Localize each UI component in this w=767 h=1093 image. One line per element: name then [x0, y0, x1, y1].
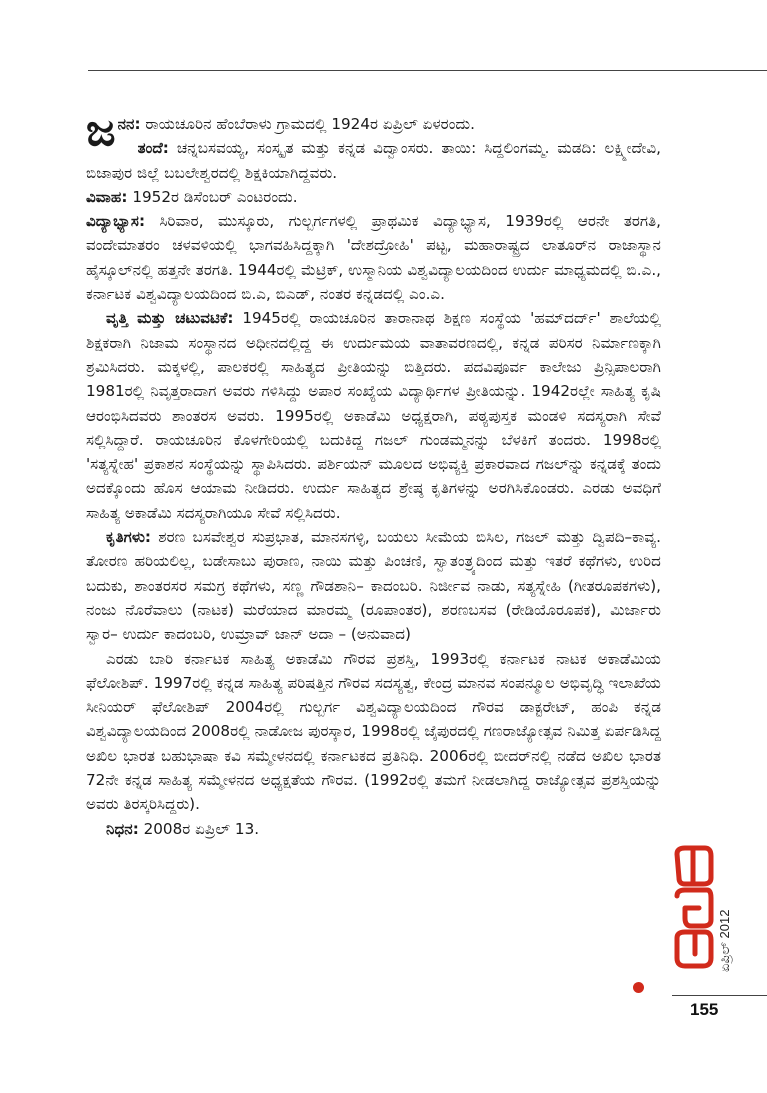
paragraph-label: ವಿದ್ಯಾಭ್ಯಾಸ: [86, 212, 146, 231]
paragraph-death [86, 817, 661, 841]
paragraph-text: ಎರಡು ಬಾರಿ ಕರ್ನಾಟಕ ಸಾಹಿತ್ಯ ಅಕಾಡೆಮಿ ಗೌರವ ಪ್ರಶಸ್ತಿ, 1993ರಲ್ಲಿ ಕರ್ನಾಟಕ ನಾಟಕ ಅಕಾಡೆಮಿಯ ಫೆಲೋಶಿಪ್. 1997ರಲ್ಲಿ ಕನ್ನಡ ಸಾಹಿತ್ಯ ಪರಿಷತ್ತಿನ ಗೌರವ ಸದಸ್ಯತ್ವ, ಕೇಂದ್ರ ಮಾನವ ಸಂಪನ್ಮೂಲ ಅಭಿವೃದ್ಧಿ ಇಲಾಖೆಯ ಸೀನಿಯರ್ ಫೆಲೋಶಿಪ್ 2004ರಲ್ಲಿ ಗುಲ್ಬರ್ಗ ವಿಶ್ವವಿದ್ಯಾಲಯದಿಂದ ಗೌರವ ಡಾಕ್ಟರೇಟ್, ಹಂಪಿ ಕನ್ನಡ ವಿಶ್ವವಿದ್ಯಾಲಯದಿಂದ 2008ರಲ್ಲಿ ನಾಡೋಜ ಪುರಸ್ಕಾರ, 1998ರಲ್ಲಿ ಜೈಪುರದಲ್ಲಿ ಗಣರಾಜ್ಯೋತ್ಸವ ನಿಮಿತ್ತ ಏರ್ಪಡಿಸಿದ್ದ ಅಖಿಲ ಭಾರತ ಬಹುಭಾಷಾ ಕವಿ ಸಮ್ಮೇಳನದಲ್ಲಿ ಕರ್ನಾಟಕದ ಪ್ರತಿನಿಧಿ. 2006ರಲ್ಲಿ ಬೀದರ್‌ನಲ್ಲಿ ನಡೆದ ಅಖಿಲ ಭಾರತ 72ನೇ ಕನ್ನಡ ಸಾಹಿತ್ಯ ಸಮ್ಮೇಳನದ ಅಧ್ಯಕ್ಷತೆಯ ಗೌರವ. (1992ರಲ್ಲಿ ತಮಗೆ ನೀಡಲಾಗಿದ್ದ ರಾಜ್ಯೋತ್ಸವ ಪ್ರಶಸ್ತಿಯನ್ನು ಅವರು ತಿರಸ್ಕರಿಸಿದ್ದರು). [86, 649, 661, 814]
paragraph-awards [86, 647, 661, 817]
brand-logo [671, 844, 715, 970]
paragraph-text: ಚನ್ನಬಸವಯ್ಯ, ಸಂಸ್ಕೃತ ಮತ್ತು ಕನ್ನಡ ವಿದ್ವಾಂಸರು. ತಾಯಿ: ಸಿದ್ದಲಿಂಗಮ್ಮ. ಮಡದಿ: ಲಕ್ಷ್ಮೀದೇವಿ, ಬಿಜಾಪುರ ಜಿಲ್ಲೆ ಬಬಲೇಶ್ವರದಲ್ಲಿ ಶಿಕ್ಷಕಿಯಾಗಿದ್ದವರು. [86, 139, 661, 182]
magazine-sidebar [671, 796, 743, 976]
issue-date: ಏಪ್ರಿಲ್ 2012 [717, 909, 732, 972]
paragraph-label: ತಂದೆ: [137, 139, 169, 158]
paragraph-label: ನಿಧನ: [106, 819, 139, 838]
paragraph-text: 2008ರ ಏಪ್ರಿಲ್ 13. [138, 819, 260, 838]
top-rule [88, 70, 767, 71]
paragraph-text: 1952ರ ಡಿಸೆಂಬರ್ ಎಂಟರಂದು. [127, 187, 298, 206]
page-number: 155 [690, 1000, 719, 1019]
paragraph-label: ವೃತ್ತಿ ಮತ್ತು ಚಟುವಟಿಕೆ: [106, 309, 234, 328]
paragraph-works [86, 525, 661, 646]
paragraph-label: ನನ: [117, 115, 141, 133]
paragraph-label: ವಿವಾಹ: [86, 187, 128, 206]
article-body [86, 105, 661, 841]
brand-logo-graphic [671, 844, 715, 970]
paragraph-text: ಸಿರಿವಾರ, ಮುಸ್ಕೂರು, ಗುಲ್ಬರ್ಗಗಳಲ್ಲಿ ಪ್ರಾಥಮಿಕ ವಿದ್ಯಾಭ್ಯಾಸ, 1939ರಲ್ಲಿ ಆರನೇ ತರಗತಿ, ವಂದೇಮಾತರಂ ಚಳವಳಿಯಲ್ಲಿ ಭಾಗವಹಿಸಿದ್ದಕ್ಕಾಗಿ 'ದೇಶದ್ರೋಹಿ' ಪಟ್ಟ, ಮಹಾರಾಷ್ಟ್ರದ ಲಾತೂರ್‌ನ ರಾಜಾಸ್ಥಾನ ಹೈಸ್ಕೂಲ್‌ನಲ್ಲಿ ಹತ್ತನೇ ತರಗತಿ. 1944ರಲ್ಲಿ ಮೆಟ್ರಿಕ್, ಉಸ್ಮಾನಿಯ ವಿಶ್ವವಿದ್ಯಾಲಯದಿಂದ ಉರ್ದು ಮಾಧ್ಯಮದಲ್ಲಿ ಬಿ.ಎ., ಕರ್ನಾಟಕ ವಿಶ್ವವಿದ್ಯಾಲಯದಿಂದ ಬಿ.ಎ, ಬಿಎಡ್, ನಂತರ ಕನ್ನಡದಲ್ಲಿ ಎಂ.ಎ. [86, 212, 661, 304]
drop-cap: ಜ [86, 105, 116, 156]
paragraph-marriage [86, 185, 661, 209]
paragraph-parents [86, 136, 661, 185]
paragraph-text: 1945ರಲ್ಲಿ ರಾಯಚೂರಿನ ತಾರಾನಾಥ ಶಿಕ್ಷಣ ಸಂಸ್ಥೆಯ 'ಹಮ್‌ದರ್ದ್' ಶಾಲೆಯಲ್ಲಿ ಶಿಕ್ಷಕರಾಗಿ ನಿಜಾಮ ಸಂಸ್ಥಾನದ ಅಧೀನದಲ್ಲಿದ್ದ ಈ ಉರ್ದುಮಯ ವಾತಾವರಣದಲ್ಲಿ, ಕನ್ನಡ ಪರಿಸರ ನಿರ್ಮಾಣಕ್ಕಾಗಿ ಶ್ರಮಿಸಿದರು. ಮಕ್ಕಳಲ್ಲಿ, ಪಾಲಕರಲ್ಲಿ ಸಾಹಿತ್ಯದ ಪ್ರೀತಿಯನ್ನು ಬಿತ್ತಿದರು. ಪದವಿಪೂರ್ವ ಕಾಲೇಜು ಪ್ರಿನ್ಸಿಪಾಲರಾಗಿ 1981ರಲ್ಲಿ ನಿವೃತ್ತರಾದಾಗ ಅವರು ಗಳಿಸಿದ್ದು ಅಪಾರ ಸಂಖ್ಯೆಯ ವಿದ್ಯಾರ್ಥಿಗಳ ಪ್ರೀತಿಯನ್ನು. 1942ರಲ್ಲೇ ಸಾಹಿತ್ಯ ಕೃಷಿ ಆರಂಭಿಸಿದವರು ಶಾಂತರಸ ಅವರು. 1995ರಲ್ಲಿ ಅಕಾಡೆಮಿ ಅಧ್ಯಕ್ಷರಾಗಿ, ಪಠ್ಯಪುಸ್ತಕ ಮಂಡಳಿ ಸದಸ್ಯರಾಗಿ ಸೇವೆ ಸಲ್ಲಿಸಿದ್ದಾರೆ. ರಾಯಚೂರಿನ ಕೊಳಗೇರಿಯಲ್ಲಿ ಬದುಕಿದ್ದ ಗಜಲ್ ಗುಂಡಮ್ಮನನ್ನು ಬೆಳಕಿಗೆ ತಂದರು. 1998ರಲ್ಲಿ 'ಸತ್ಯಸ್ನೇಹ' ಪ್ರಕಾಶನ ಸಂಸ್ಥೆಯನ್ನು ಸ್ಥಾಪಿಸಿದರು. ಪರ್ಶಿಯನ್ ಮೂಲದ ಅಭಿವ್ಯಕ್ತಿ ಪ್ರಕಾರವಾದ ಗಜಲ್‌ನ್ನು ಕನ್ನಡಕ್ಕೆ ತಂದು ಅದಕ್ಕೊಂದು ಹೊಸ ಆಯಾಮ ನೀಡಿದರು. ಉರ್ದು ಸಾಹಿತ್ಯದ ಶ್ರೇಷ್ಠ ಕೃತಿಗಳನ್ನು ಅರಗಿಸಿಕೊಂಡರು. ಎರಡು ಅವಧಿಗೆ ಸಾಹಿತ್ಯ ಅಕಾಡೆಮಿ ಸದಸ್ಯರಾಗಿಯೂ ಸೇವೆ ಸಲ್ಲಿಸಿದರು. [86, 309, 661, 522]
paragraph-label: ಕೃತಿಗಳು: [106, 528, 151, 547]
footer-rule [672, 995, 767, 996]
accent-dot [633, 982, 644, 993]
paragraph-text: ಶರಣ ಬಸವೇಶ್ವರ ಸುಪ್ರಭಾತ, ಮಾನಸಗಳ್ಳಿ, ಬಯಲು ಸೀಮೆಯ ಬಿಸಿಲ, ಗಜಲ್ ಮತ್ತು ದ್ವಿಪದಿ–ಕಾವ್ಯ. ತೋರಣ ಹರಿಯಲಿಲ್ಲ, ಬಡೇಸಾಬು ಪುರಾಣ, ನಾಯಿ ಮತ್ತು ಪಿಂಚಣಿ, ಸ್ವಾತಂತ್ರ್ಯದಿಂದ ಮತ್ತು ಇತರೆ ಕಥೆಗಳು, ಉರಿದ ಬದುಕು, ಶಾಂತರಸರ ಸಮಗ್ರ ಕಥೆಗಳು, ಸಣ್ಣ ಗೌಡಶಾನಿ– ಕಾದಂಬರಿ. ನಿರ್ಜೀವ ನಾಡು, ಸತ್ಯಸ್ನೇಹಿ (ಗೀತರೂಪಕಗಳು), ನಂಜು ನೊರೆವಾಲು (ನಾಟಕ) ಮರೆಯಾದ ಮಾರಮ್ಮ (ರೂಪಾಂತರ), ಶರಣಬಸವ (ರೇಡಿಯೊರೂಪಕ), ಮಿರ್ಜಾರು ಸ್ವಾರ– ಉರ್ದು ಕಾದಂಬರಿ, ಉಮ್ರಾವ್ ಜಾನ್ ಅದಾ – (ಅನುವಾದ) [86, 528, 661, 644]
paragraph-education [86, 209, 661, 306]
paragraph-text: ರಾಯಚೂರಿನ ಹೆಂಬೆರಾಳು ಗ್ರಾಮದಲ್ಲಿ 1924ರ ಏಪ್ರಿಲ್ ಏಳರಂದು. [140, 115, 475, 133]
paragraph-career [86, 306, 661, 525]
